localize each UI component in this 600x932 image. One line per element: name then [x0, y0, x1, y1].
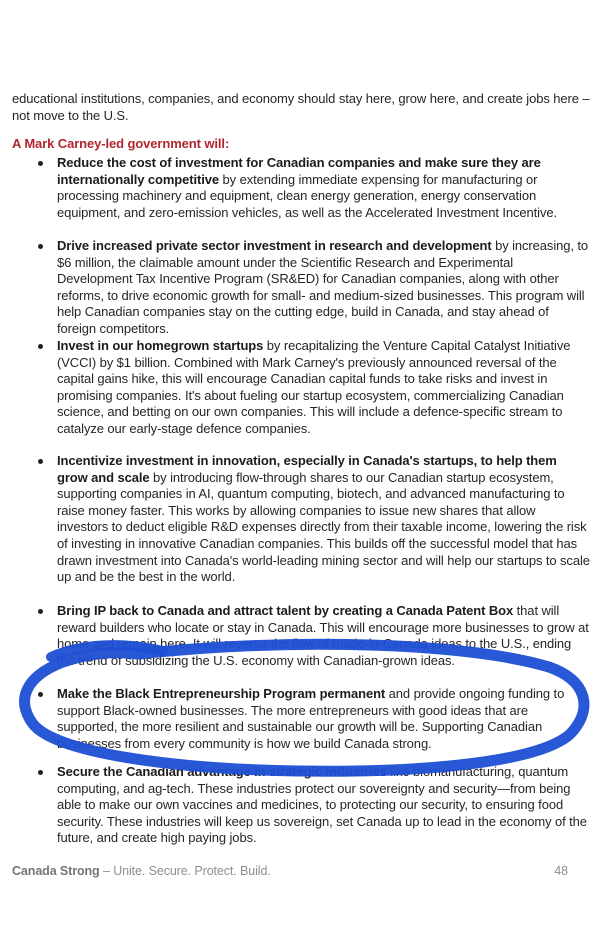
bullet-icon	[38, 459, 43, 464]
bullet-lead: Bring IP back to Canada and attract talent by creating a Canada Patent Box	[57, 603, 514, 618]
intro-paragraph: educational institutions, companies, and economy should stay here, grow here, and create jobs here – not move to the U.S.	[12, 91, 590, 123]
bullet-text: by extending immediate expensing for manufacturing or processing machinery and equipment, clean energy generation, energy conservation equipment, and zero-emission vehicles, as well as the Accelerated Investment Incentive.	[57, 171, 558, 220]
bullet-item	[12, 453, 590, 586]
bullet-item	[12, 238, 590, 338]
bullet-text: by introducing flow-through shares to our Canadian startup ecosystem, supporting companies in AI, quantum computing, biotech, and advanced manufacturing to raise money faster. This works by allowing companies to issue new shares that allow investors to deduct eligible R&D expenses directly from their taxable income, lowering the risk of investing in innovative Canadian companies. This builds off the successful model that has drawn investment into Canada's world-leading mining sector and will help our startups to scale up and be the best in the world.	[57, 469, 590, 585]
document-tagline: – Unite. Secure. Protect. Build.	[102, 864, 271, 878]
bullet-icon	[38, 344, 43, 349]
bullet-text: like biomanufacturing, quantum computing, and ag-tech. These industries protect our sovereignty and security—from being able to make our own vaccines and medicines, to protecting our security, to ensuring food security. These industries will keep us sovereign, set Canada up to lead in the economy of the future, and create high paying jobs.	[57, 764, 587, 846]
bullet-item	[12, 764, 590, 847]
bullet-icon	[38, 692, 43, 697]
bullet-text: by recapitalizing the Venture Capital Catalyst Initiative (VCCI) by $1 billion. Combined with Mark Carney's previously announced reversal of the capital gains hike, this will encourage Canadian capital funds to take risks and invest in promising companies. It's about fueling our startup ecosystem, commercializing Canadian science, and betting on our own companies. This will include a defence-specific stream to catalyze our early-stage defence companies.	[57, 338, 571, 436]
bullet-item-circled	[12, 686, 590, 752]
bullet-lead: Invest in our homegrown startups	[57, 338, 264, 353]
bullet-lead: Make the Black Entrepreneurship Program permanent	[57, 686, 386, 701]
bullet-icon	[38, 244, 43, 249]
page-number: 48	[554, 864, 568, 878]
bullet-text: by increasing, to $6 million, the claimable amount under the Scientific Research and Experimental Development Tax Incentive Program (SR&ED) for Canadian companies, along with other reforms, to drive economic growth for small- and medium-sized businesses. This program will help Canadian companies stay on the cutting edge, build in Canada, and stay ahead of foreign competitors.	[57, 238, 589, 336]
bullet-icon	[38, 609, 43, 614]
page-footer	[12, 864, 568, 878]
bullet-lead: Reduce the cost of investment for Canadian companies and make sure they are internationally competitive	[57, 155, 541, 187]
bullet-icon	[38, 770, 43, 775]
bullet-text: that will reward builders who locate or stay in Canada. This will encourage more businesses to grow at home and remain here. It will reverse the flow of made-in-Canada ideas to the U.S., ending the trend of subsidizing the U.S. economy with Canadian-grown ideas.	[57, 603, 589, 668]
bullet-icon	[38, 161, 43, 166]
bullet-item	[12, 338, 590, 438]
bullet-item	[12, 603, 590, 669]
footer-left	[12, 864, 271, 878]
section-heading: A Mark Carney-led government will:	[12, 135, 230, 151]
bullet-lead: Incentivize investment in innovation, especially in Canada's startups, to help them grow and scale	[57, 453, 557, 485]
bullet-lead: Drive increased private sector investment in research and development	[57, 238, 492, 253]
document-title: Canada Strong	[12, 864, 100, 878]
bullet-lead: Secure the Canadian advantage in strategic industries	[57, 764, 387, 779]
bullet-text: and provide ongoing funding to support Black-owned businesses. The more entrepreneurs with good ideas that are supported, the more resilient and sustainable our growth will be. Supporting Canadian businesses from every community is how we build Canada strong.	[57, 686, 565, 751]
bullet-item	[12, 155, 590, 221]
